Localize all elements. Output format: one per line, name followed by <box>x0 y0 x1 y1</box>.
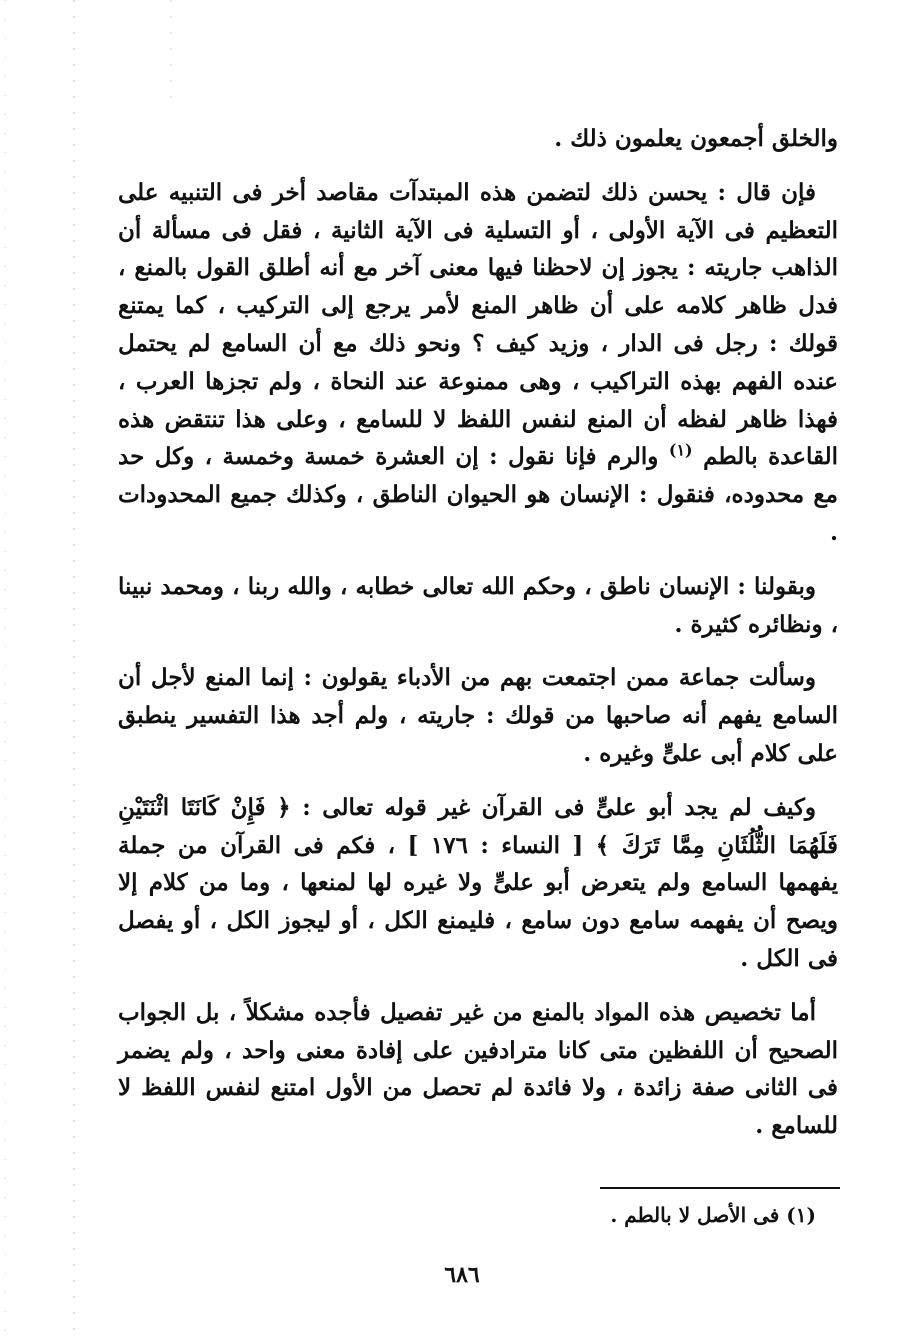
paragraph-2-text: فإن قال : يحسن ذلك لتضمن هذه المبتدآت مقاصد أخر فى التنبيه على التعظيم فى الآية الأولى ، أو التسلية فى الآية الثانية ، فقل فى مسألة أن الذاهب جاريته : يجوز إن لاحظنا فيها معنى آخر مع أنه أطلق القول بالمنع ، فدل ظاهر كلامه على أن ظاهر المنع لأمر يرجع إلى التركيب ، كما يمتنع قولك : رجل فى الدار ، وزيد كيف ؟ ونحو ذلك مع أن السامع لم يحتمل عنده الفهم بهذه التراكيب ، وهى ممنوعة عند النحاة ، ولم تجزها العرب ، فهذا ظاهر لفظه أن المنع لنفس اللفظ لا للسامع ، وعلى هذا تنتقض هذه القاعدة بالطم <box>118 178 838 471</box>
main-text <box>118 120 838 1161</box>
footnote: (١) فى الأصل لا بالطم . <box>610 1203 816 1227</box>
footnote-divider <box>600 1187 840 1189</box>
verse-reference: [ النساء : ١٧٦ ] <box>407 831 584 859</box>
paragraph-2-tail: والرم فإنا نقول : إن العشرة خمسة وخمسة ، وكل حد مع محدوده، فنقول : الإنسان هو الحيوان الناطق ، وكذلك جميع المحدودات . <box>118 443 838 546</box>
paragraph-2 <box>118 174 838 552</box>
page-number: ٦٨٦ <box>444 1262 480 1288</box>
paragraph-5-tail: ، فكم فى القرآن من جملة يفهمها السامع ولم يتعرض أبو علىٍّ ولا غيره لها لمنعها ، وما من كلام إلا ويصح أن يفهمه سامع دون سامع ، فليمنع الكل ، أو ليجوز الكل ، أو يفصل فى الكل . <box>118 831 838 972</box>
paragraph-5 <box>118 789 838 978</box>
paragraph-3: وبقولنا : الإنسان ناطق ، وحكم الله تعالى خطابه ، والله ربنا ، ومحمد نبينا ، ونظائره كثيرة . <box>118 572 838 638</box>
quran-verse: ﴿ فَإِنْ كَانَتَا اثْنَتَيْنِ فَلَهُمَا الثُّلُثَانِ مِمَّا تَرَكَ ﴾ <box>118 793 839 859</box>
paragraph-5-text: وكيف لم يجد أبو علىٍّ فى القرآن غير قوله تعالى : <box>302 793 816 821</box>
paragraph-6: أما تخصيص هذه المواد بالمنع من غير تفصيل فأجده مشكلاً ، بل الجواب الصحيح أن اللفظين متى كانا مترادفين على إفادة معنى واحد ، ولم يضمر فى الثانى صفة زائدة ، ولا فائدة لم تحصل من الأول امتنع لنفس اللفظ لا للسامع . <box>118 998 838 1140</box>
footnote-marker[interactable]: (١) <box>668 440 693 460</box>
paragraph-4: وسألت جماعة ممن اجتمعت بهم من الأدباء يقولون : إنما المنع لأجل أن السامع يفهم أنه صاحبها من قولك : جاريته ، ولم أجد هذا التفسير ينطبق على كلام أبى علىٍّ وغيره . <box>118 664 838 767</box>
paragraph-1: والخلق أجمعون يعلمون ذلك . <box>554 125 838 152</box>
